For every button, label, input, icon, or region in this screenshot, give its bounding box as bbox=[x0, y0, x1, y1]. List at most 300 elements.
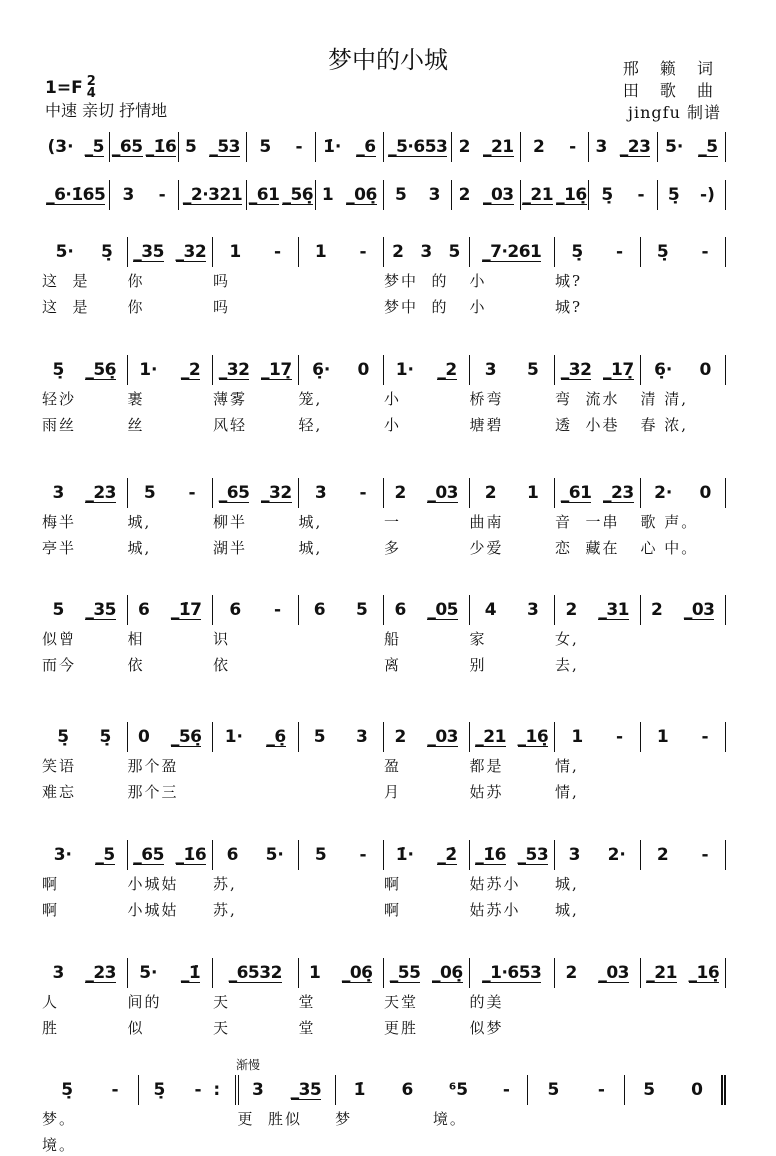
note: 3 bbox=[52, 483, 65, 503]
note: 5 bbox=[448, 242, 461, 262]
beamed-notes: _06̣ bbox=[432, 962, 463, 983]
measure bbox=[299, 595, 385, 625]
lyric-syllables: 笼, bbox=[298, 389, 323, 408]
lyric-syllables: 姑苏小 bbox=[469, 874, 521, 893]
note: 2 bbox=[656, 845, 669, 865]
note: 2 bbox=[392, 242, 404, 262]
beamed-notes: _6̣ bbox=[266, 726, 286, 747]
lyric-syllables: 离 bbox=[384, 655, 402, 674]
measure bbox=[42, 355, 128, 385]
measure bbox=[384, 478, 470, 508]
lyric-syllables: 依 bbox=[127, 655, 145, 674]
beamed-notes: _53 bbox=[209, 136, 240, 157]
lyric-syllables: 啊 bbox=[42, 900, 60, 919]
lyric-syllables: 去, bbox=[555, 655, 579, 674]
note: 1 bbox=[656, 727, 669, 747]
measure bbox=[239, 1075, 336, 1105]
measure bbox=[470, 958, 556, 988]
lyric-syllables: 天 bbox=[213, 992, 231, 1011]
measure bbox=[42, 958, 128, 988]
measure bbox=[452, 132, 520, 162]
measure bbox=[384, 180, 452, 210]
beamed-notes: _1̇6 bbox=[175, 844, 207, 865]
beamed-notes: _56̣ bbox=[282, 184, 314, 205]
lyric-row-verse-1 bbox=[42, 870, 726, 896]
lyric-syllables: 多 bbox=[384, 538, 402, 557]
measure bbox=[299, 840, 385, 870]
note: 6 bbox=[313, 600, 326, 620]
beamed-notes: _03 bbox=[427, 482, 458, 503]
note: 0 bbox=[699, 483, 712, 503]
beamed-notes: _03 bbox=[598, 962, 629, 983]
note: 6 bbox=[226, 845, 239, 865]
measure bbox=[470, 595, 556, 625]
lyric-syllables: 这 是 bbox=[42, 297, 90, 316]
measure bbox=[625, 1075, 726, 1105]
lyric-syllables: 透 小巷 bbox=[555, 415, 620, 434]
measure bbox=[128, 958, 214, 988]
note: 5̣ bbox=[52, 360, 65, 380]
lyric-syllables: 情, bbox=[555, 756, 579, 775]
beamed-notes: _35 bbox=[133, 241, 164, 262]
measure bbox=[641, 958, 727, 988]
beamed-notes: _53 bbox=[517, 844, 549, 865]
note: 1· bbox=[395, 360, 414, 380]
lyric-syllables: 情, bbox=[555, 782, 579, 801]
lyric-syllables: 家 bbox=[469, 629, 487, 648]
measure bbox=[247, 132, 315, 162]
beamed-notes: _2 bbox=[437, 359, 457, 380]
lyric-syllables: 城, bbox=[555, 874, 579, 893]
measure bbox=[179, 132, 247, 162]
lyric-syllables: 依 bbox=[213, 655, 231, 674]
beamed-notes: _5 bbox=[95, 844, 115, 865]
note: 2 bbox=[565, 600, 578, 620]
lyric-syllables: 人 bbox=[42, 992, 60, 1011]
note: 2 bbox=[394, 727, 407, 747]
measure bbox=[384, 722, 470, 752]
lyric-syllables: 梦中 的 bbox=[384, 297, 449, 316]
note: - bbox=[359, 242, 367, 262]
measure bbox=[299, 237, 385, 267]
note: 5̣ bbox=[656, 242, 669, 262]
note: - bbox=[274, 242, 282, 262]
score-system bbox=[42, 840, 726, 922]
lyric-syllables: 的美 bbox=[469, 992, 504, 1011]
note: - : bbox=[194, 1080, 221, 1100]
time-top: 2 bbox=[86, 74, 96, 89]
measure bbox=[316, 132, 384, 162]
lyric-syllables: 小城姑 bbox=[127, 874, 179, 893]
measure bbox=[384, 132, 452, 162]
beamed-notes: _17̣ bbox=[603, 359, 634, 380]
lyric-row-verse-1 bbox=[42, 508, 726, 534]
lyric-syllables: 天 bbox=[213, 1018, 231, 1037]
note: 1· bbox=[224, 727, 243, 747]
measure bbox=[247, 180, 315, 210]
note: 3 bbox=[122, 185, 135, 205]
song-title: 梦中的小城 bbox=[328, 46, 448, 74]
note: 5̣ bbox=[99, 727, 112, 747]
lyric-syllables: 更 胜似 bbox=[237, 1109, 302, 1128]
lyric-syllables: 春 浓, bbox=[640, 415, 689, 434]
lyric-syllables: 月 bbox=[384, 782, 402, 801]
measure bbox=[299, 355, 385, 385]
note: - bbox=[637, 185, 645, 205]
lyricist-credit: 邢 籁 词 bbox=[622, 59, 721, 78]
beamed-notes: _03 bbox=[683, 599, 715, 620]
lyric-syllables: 少爱 bbox=[469, 538, 504, 557]
tempo-marking: 中速 亲切 抒情地 bbox=[45, 101, 168, 120]
beamed-notes: _61 bbox=[248, 184, 280, 205]
composer-credit: 田 歌 曲 bbox=[622, 81, 721, 100]
beamed-notes: _23 bbox=[619, 136, 651, 157]
measure bbox=[641, 722, 727, 752]
note: - bbox=[158, 185, 166, 205]
note: 1̇· bbox=[323, 137, 342, 157]
note: 5 bbox=[52, 600, 65, 620]
note: 1 bbox=[571, 727, 584, 747]
measure bbox=[336, 1075, 432, 1105]
lyric-syllables: 识 bbox=[213, 629, 231, 648]
measure bbox=[299, 478, 385, 508]
lyric-syllables: 境。 bbox=[432, 1109, 467, 1128]
lyric-syllables: 姑苏 bbox=[469, 782, 504, 801]
key-label: 1=F bbox=[45, 78, 83, 98]
note: - bbox=[502, 1080, 510, 1100]
lyric-syllables: 城, bbox=[298, 512, 323, 531]
measure bbox=[555, 478, 641, 508]
measure bbox=[384, 840, 470, 870]
note: -) bbox=[700, 185, 715, 205]
lyric-syllables: 啊 bbox=[384, 900, 402, 919]
beamed-notes: _31 bbox=[598, 599, 629, 620]
measure bbox=[555, 237, 641, 267]
beamed-notes: _03 bbox=[482, 184, 514, 205]
note: 1· bbox=[139, 360, 158, 380]
lyric-syllables: 堂 bbox=[298, 992, 316, 1011]
measure bbox=[128, 595, 214, 625]
note: 6 bbox=[229, 600, 242, 620]
measure bbox=[128, 840, 214, 870]
note: 0 bbox=[357, 360, 370, 380]
lyric-syllables: 都是 bbox=[469, 756, 504, 775]
lyric-syllables: 一 bbox=[384, 512, 402, 531]
notation-row bbox=[42, 180, 726, 210]
note: 2 bbox=[650, 600, 663, 620]
score-system bbox=[42, 180, 726, 210]
score-system bbox=[42, 1075, 726, 1156]
note: 5· bbox=[139, 963, 158, 983]
measure bbox=[384, 355, 470, 385]
measure bbox=[42, 237, 128, 267]
lyric-syllables: 笑语 bbox=[42, 756, 77, 775]
measure bbox=[42, 722, 128, 752]
measure bbox=[470, 840, 556, 870]
lyric-syllables: 清 清, bbox=[640, 389, 689, 408]
note: 2 bbox=[458, 137, 471, 157]
note: 3 bbox=[252, 1080, 264, 1100]
measure bbox=[139, 1075, 239, 1105]
beamed-notes: _23 bbox=[85, 482, 116, 503]
beamed-notes: _06̣ bbox=[341, 962, 373, 983]
lyric-syllables: 啊 bbox=[42, 874, 60, 893]
note: 3 bbox=[428, 185, 441, 205]
lyric-syllables: 曲南 bbox=[469, 512, 504, 531]
note: 1 bbox=[321, 185, 334, 205]
measure bbox=[555, 958, 641, 988]
note: 1̇· bbox=[395, 845, 414, 865]
note: - bbox=[295, 137, 303, 157]
beamed-notes: _06̣ bbox=[346, 184, 377, 205]
note: 3· bbox=[53, 845, 72, 865]
note: 3 bbox=[420, 242, 433, 262]
lyric-syllables: 城, bbox=[555, 900, 579, 919]
lyric-row-verse-1 bbox=[42, 752, 726, 778]
lyric-syllables: 梅半 bbox=[42, 512, 77, 531]
lyric-syllables: 苏, bbox=[213, 874, 237, 893]
note: 5̣ bbox=[153, 1080, 166, 1100]
beamed-notes: _21 bbox=[646, 962, 677, 983]
measure bbox=[470, 237, 556, 267]
measure bbox=[42, 132, 110, 162]
note: - bbox=[616, 242, 624, 262]
beamed-notes: _16̣ bbox=[556, 184, 587, 205]
notation-row bbox=[42, 595, 726, 625]
lyric-syllables: 相 bbox=[127, 629, 145, 648]
measure bbox=[42, 595, 128, 625]
time-signature bbox=[87, 76, 96, 100]
lyric-syllables: 你 bbox=[127, 271, 145, 290]
notation-row bbox=[42, 840, 726, 870]
score-system bbox=[42, 958, 726, 1040]
score-system bbox=[42, 478, 726, 560]
note: 1 bbox=[308, 963, 321, 983]
beamed-notes: _1̇ bbox=[180, 962, 201, 983]
beamed-notes: _1̇7 bbox=[170, 599, 202, 620]
notation-row bbox=[42, 1075, 726, 1105]
note: 6 bbox=[394, 600, 407, 620]
lyric-syllables: 轻, bbox=[298, 415, 323, 434]
measure bbox=[641, 237, 727, 267]
lyric-syllables: 而今 bbox=[42, 655, 77, 674]
beamed-notes: _65 bbox=[133, 844, 164, 865]
lyric-row-verse-2 bbox=[42, 1131, 726, 1156]
measure bbox=[213, 840, 299, 870]
note: 6̣· bbox=[312, 360, 331, 380]
lyric-syllables: 城? bbox=[555, 297, 583, 316]
note: 5̣ bbox=[571, 242, 584, 262]
lyric-syllables: 城, bbox=[127, 538, 152, 557]
note: (3· bbox=[47, 137, 74, 157]
note: 3 bbox=[568, 845, 581, 865]
beamed-notes: _32 bbox=[261, 482, 292, 503]
beamed-notes: _5·653 bbox=[388, 136, 448, 157]
note: 2 bbox=[458, 185, 471, 205]
measure bbox=[589, 180, 657, 210]
lyric-syllables: 似梦 bbox=[469, 1018, 504, 1037]
lyric-syllables: 塘碧 bbox=[469, 415, 504, 434]
measure bbox=[658, 180, 726, 210]
lyric-syllables: 盈 bbox=[384, 756, 402, 775]
note: 5 bbox=[643, 1080, 656, 1100]
lyric-syllables: 胜 bbox=[42, 1018, 60, 1037]
measure bbox=[641, 840, 727, 870]
note: - bbox=[701, 242, 709, 262]
notation-row bbox=[42, 237, 726, 267]
lyric-syllables: 那个盈 bbox=[127, 756, 179, 775]
note: 5̣ bbox=[61, 1080, 74, 1100]
lyric-syllables: 城, bbox=[298, 538, 323, 557]
beamed-notes: _56̣ bbox=[85, 359, 116, 380]
note: 2 bbox=[484, 483, 497, 503]
notation-row bbox=[42, 355, 726, 385]
lyric-syllables: 亭半 bbox=[42, 538, 77, 557]
measure bbox=[42, 1075, 139, 1105]
lyric-syllables: 梦中 的 bbox=[384, 271, 449, 290]
score-system bbox=[42, 595, 726, 677]
measure bbox=[521, 180, 589, 210]
beamed-notes: _2̇ bbox=[437, 844, 457, 865]
beamed-notes: _6 bbox=[356, 136, 376, 157]
measure bbox=[213, 237, 299, 267]
lyric-syllables: 歌 声。 bbox=[640, 512, 699, 531]
note: 3 bbox=[52, 963, 65, 983]
score-system bbox=[42, 132, 726, 162]
note: 5· bbox=[265, 845, 284, 865]
measure bbox=[589, 132, 657, 162]
lyric-syllables: 吗 bbox=[213, 297, 231, 316]
note: 5 bbox=[394, 185, 407, 205]
score-system bbox=[42, 722, 726, 804]
note: 4 bbox=[484, 600, 497, 620]
lyric-syllables: 小城姑 bbox=[127, 900, 179, 919]
beamed-notes: _23 bbox=[85, 962, 116, 983]
measure bbox=[213, 355, 299, 385]
measure bbox=[42, 180, 110, 210]
note: ⁶5 bbox=[448, 1080, 469, 1100]
beamed-notes: _03 bbox=[427, 726, 458, 747]
lyric-row-verse-2 bbox=[42, 1014, 726, 1040]
measure bbox=[641, 355, 727, 385]
measure bbox=[316, 180, 384, 210]
lyric-syllables: 小 bbox=[384, 389, 402, 408]
lyric-syllables: 堂 bbox=[298, 1018, 316, 1037]
beamed-notes: _05 bbox=[427, 599, 458, 620]
beamed-notes: _2·321 bbox=[182, 184, 243, 205]
note: 1̇ bbox=[353, 1080, 366, 1100]
note: - bbox=[359, 483, 367, 503]
measure bbox=[452, 180, 520, 210]
beamed-notes: _1̇6 bbox=[145, 136, 177, 157]
lyric-row-verse-1 bbox=[42, 385, 726, 411]
lyric-row-verse-1 bbox=[42, 267, 726, 293]
measure bbox=[128, 722, 214, 752]
measure bbox=[128, 237, 214, 267]
note: 5̣ bbox=[667, 185, 680, 205]
measure bbox=[470, 722, 556, 752]
note: - bbox=[597, 1080, 605, 1100]
lyric-syllables: 风轻 bbox=[213, 415, 248, 434]
beamed-notes: _6532 bbox=[228, 962, 282, 983]
lyric-row-verse-2 bbox=[42, 534, 726, 560]
lyric-syllables: 恋 藏在 bbox=[555, 538, 620, 557]
note: 3 bbox=[526, 600, 539, 620]
note: 3 bbox=[314, 483, 327, 503]
note: 5· bbox=[665, 137, 684, 157]
lyric-syllables: 这 是 bbox=[42, 271, 90, 290]
measure bbox=[110, 180, 178, 210]
lyric-syllables: 梦。 bbox=[42, 1109, 77, 1128]
lyric-syllables: 湖半 bbox=[213, 538, 248, 557]
note: 5̣ bbox=[57, 727, 70, 747]
note: 0 bbox=[699, 360, 712, 380]
note: 5 bbox=[143, 483, 156, 503]
lyric-syllables: 别 bbox=[469, 655, 487, 674]
lyric-row-verse-2 bbox=[42, 896, 726, 922]
lyric-syllables: 城? bbox=[555, 271, 583, 290]
arranger-credit: jingfu 制谱 bbox=[628, 103, 721, 122]
lyric-syllables: 姑苏小 bbox=[469, 900, 521, 919]
note: 6 bbox=[401, 1080, 414, 1100]
note: 3 bbox=[484, 360, 497, 380]
score-system bbox=[42, 355, 726, 437]
lyric-syllables: 轻沙 bbox=[42, 389, 77, 408]
measure bbox=[42, 840, 128, 870]
beamed-notes: _16̣ bbox=[688, 962, 720, 983]
note: 6 bbox=[137, 600, 150, 620]
beamed-notes: _65 bbox=[111, 136, 143, 157]
measure bbox=[641, 478, 727, 508]
lyric-row-verse-2 bbox=[42, 293, 726, 319]
notation-row bbox=[42, 132, 726, 162]
measure bbox=[179, 180, 247, 210]
measure bbox=[213, 722, 299, 752]
note: 5 bbox=[313, 727, 326, 747]
note: 2 bbox=[394, 483, 407, 503]
lyric-syllables: 心 中。 bbox=[640, 538, 699, 557]
beamed-notes: _2 bbox=[180, 359, 201, 380]
lyric-row-verse-2 bbox=[42, 411, 726, 437]
key-signature bbox=[45, 76, 96, 100]
score-system bbox=[42, 237, 726, 319]
measure bbox=[528, 1075, 625, 1105]
lyric-syllables: 弯 流水 bbox=[555, 389, 620, 408]
note: 3 bbox=[595, 137, 608, 157]
lyric-syllables: 柳半 bbox=[213, 512, 248, 531]
note: 6̣· bbox=[654, 360, 673, 380]
measure bbox=[470, 355, 556, 385]
lyric-row-verse-2 bbox=[42, 778, 726, 804]
beamed-notes: _7·261 bbox=[482, 241, 542, 262]
note: - bbox=[701, 845, 709, 865]
time-bottom: 4 bbox=[86, 86, 96, 101]
beamed-notes: _5 bbox=[84, 136, 104, 157]
beamed-notes: _65 bbox=[218, 482, 250, 503]
note: 3 bbox=[355, 727, 368, 747]
measure bbox=[299, 958, 385, 988]
measure bbox=[555, 595, 641, 625]
note: 2 bbox=[532, 137, 545, 157]
beamed-notes: _17̣ bbox=[261, 359, 292, 380]
measure bbox=[521, 132, 589, 162]
beamed-notes: _35 bbox=[85, 599, 116, 620]
beamed-notes: _32 bbox=[218, 359, 250, 380]
lyric-syllables: 裹 bbox=[127, 389, 145, 408]
beamed-notes: _21 bbox=[522, 184, 554, 205]
lyric-syllables: 难忘 bbox=[42, 782, 77, 801]
note: - bbox=[701, 727, 709, 747]
